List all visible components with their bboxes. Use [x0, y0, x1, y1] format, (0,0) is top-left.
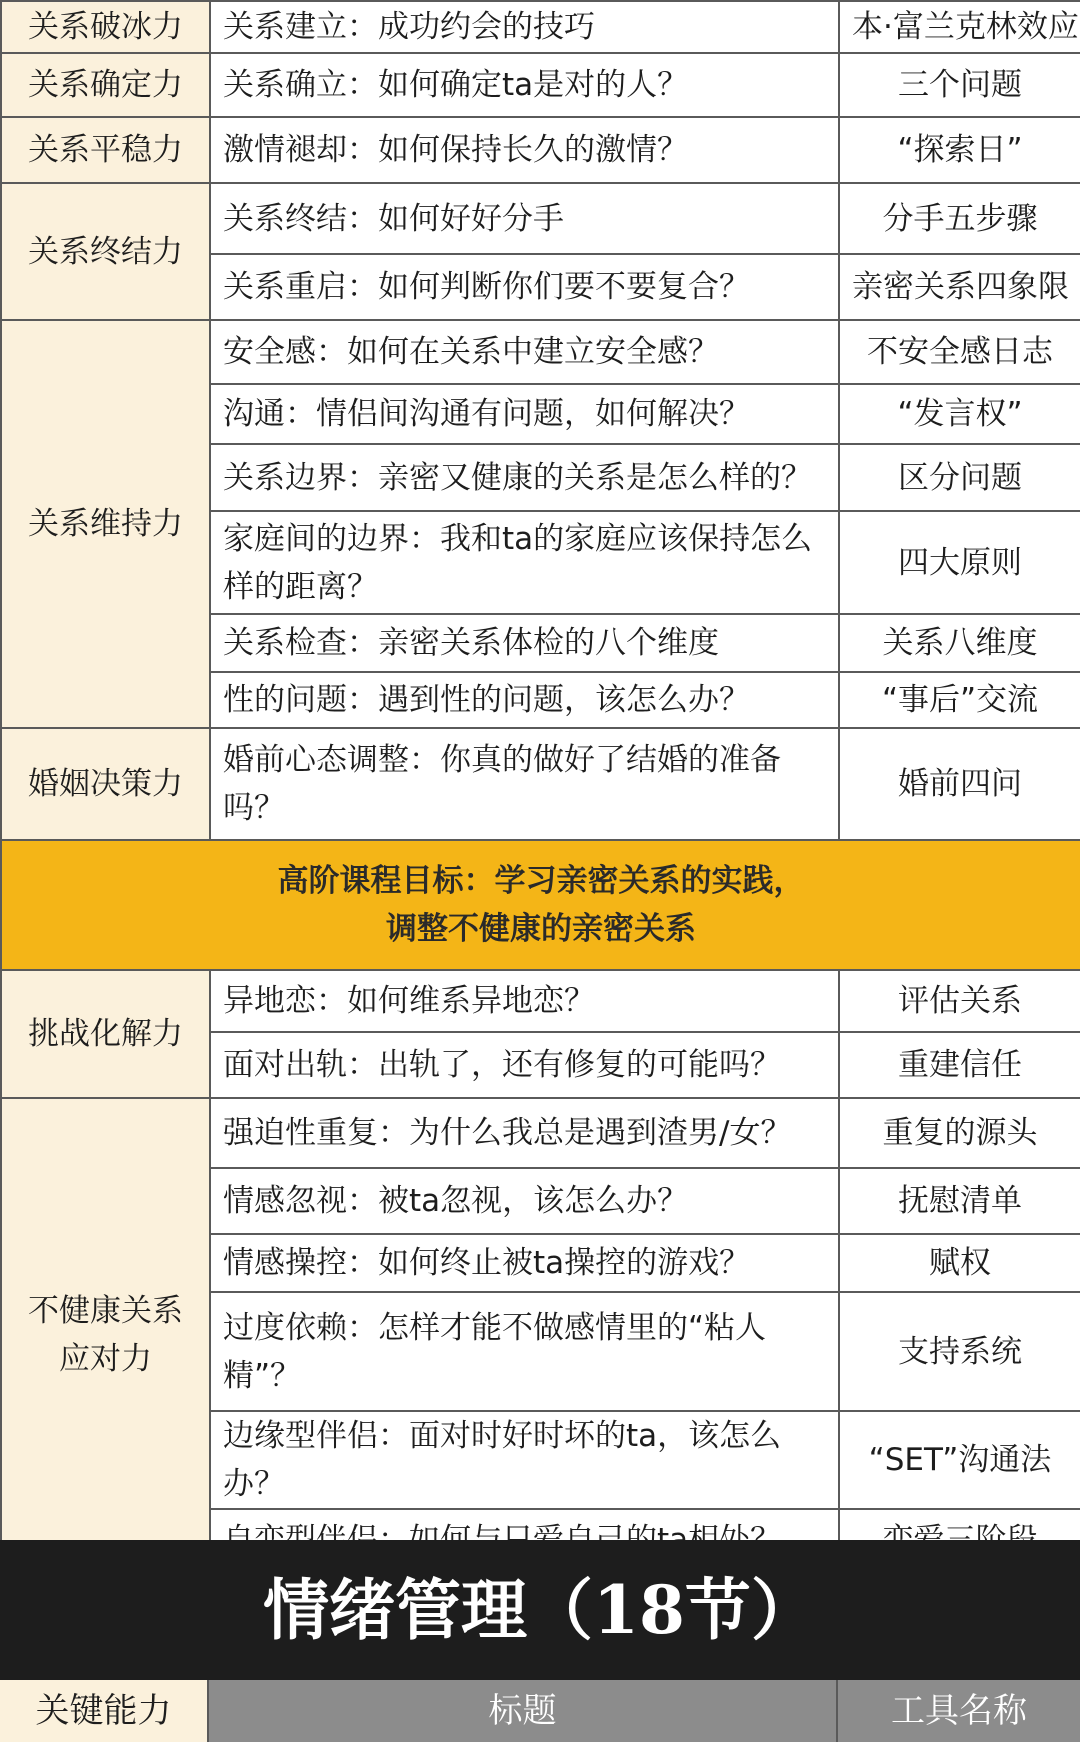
table-row	[1, 53, 1080, 117]
lesson-title: 过度依赖：怎样才能不做感情里的“粘人精”？	[210, 1292, 839, 1411]
tool-name: 关系八维度	[839, 614, 1080, 672]
lesson-title: 激情褪却：如何保持长久的激情？	[210, 117, 839, 183]
lesson-title: 沟通：情侣间沟通有问题，如何解决？	[210, 384, 839, 444]
lesson-title: 关系检查：亲密关系体检的八个维度	[210, 614, 839, 672]
lesson-title: 关系终结：如何好好分手	[210, 183, 839, 254]
ability-cell: 关系平稳力	[1, 117, 210, 183]
table-row	[1, 183, 1080, 254]
lesson-title: 异地恋：如何维系异地恋？	[210, 970, 839, 1032]
table-row	[1, 970, 1080, 1032]
ability-cell	[1, 1098, 210, 1571]
tool-name: 支持系统	[839, 1292, 1080, 1411]
table-row	[1, 728, 1080, 840]
header-ability: 关键能力	[0, 1680, 209, 1742]
table-row	[1, 320, 1080, 384]
tool-name: 重复的源头	[839, 1098, 1080, 1168]
lesson-title: 情感忽视：被ta忽视，该怎么办？	[210, 1168, 839, 1234]
lesson-title: 性的问题：遇到性的问题，该怎么办？	[210, 672, 839, 728]
lesson-title: 强迫性重复：为什么我总是遇到渣男/女？	[210, 1098, 839, 1168]
tool-name: 赋权	[839, 1234, 1080, 1292]
tool-name: 本·富兰克林效应	[839, 1, 1080, 53]
header-title: 标题	[209, 1680, 838, 1742]
lesson-title: 关系边界：亲密又健康的关系是怎么样的？	[210, 444, 839, 511]
course-goal-line: 高阶课程目标：学习亲密关系的实践，	[277, 863, 805, 899]
ability-cell: 关系维持力	[1, 320, 210, 728]
table-row	[1, 1098, 1080, 1168]
tool-name: 重建信任	[839, 1032, 1080, 1098]
tool-name: 四大原则	[839, 511, 1080, 614]
header-tool: 工具名称	[838, 1680, 1080, 1742]
tool-name: “发言权”	[839, 384, 1080, 444]
tool-name: 不安全感日志	[839, 320, 1080, 384]
ability-cell: 关系确定力	[1, 53, 210, 117]
column-header-row	[0, 1680, 1080, 1742]
ability-cell: 挑战化解力	[1, 970, 210, 1098]
ability-cell: 关系终结力	[1, 183, 210, 320]
ability-cell: 关系破冰力	[1, 1, 210, 53]
lesson-title: 关系重启：如何判断你们要不要复合？	[210, 254, 839, 320]
tool-name: 区分问题	[839, 444, 1080, 511]
lesson-title: 情感操控：如何终止被ta操控的游戏？	[210, 1234, 839, 1292]
tool-name: 评估关系	[839, 970, 1080, 1032]
lesson-title: 家庭间的边界：我和ta的家庭应该保持怎么样的距离？	[210, 511, 839, 614]
ability-cell: 婚姻决策力	[1, 728, 210, 840]
goal-banner-row	[1, 840, 1080, 970]
section-title: 情绪管理（18节）	[0, 1540, 1080, 1680]
table-row	[1, 1, 1080, 53]
tool-name: “SET”沟通法	[839, 1411, 1080, 1509]
lesson-title: 关系确立：如何确定ta是对的人？	[210, 53, 839, 117]
tool-name: 三个问题	[839, 53, 1080, 117]
table-row	[1, 117, 1080, 183]
ability-line: 不健康关系	[28, 1292, 183, 1329]
tool-name: 抚慰清单	[839, 1168, 1080, 1234]
tool-name: 亲密关系四象限	[839, 254, 1080, 320]
course-goal-line: 调整不健康的亲密关系	[386, 911, 696, 947]
tool-name: 婚前四问	[839, 728, 1080, 840]
ability-line: 应对力	[59, 1340, 152, 1377]
course-goal-banner	[1, 840, 1080, 970]
lesson-title: 面对出轨：出轨了，还有修复的可能吗？	[210, 1032, 839, 1098]
lesson-title: 关系建立：成功约会的技巧	[210, 1, 839, 53]
lesson-title: 婚前心态调整：你真的做好了结婚的准备吗？	[210, 728, 839, 840]
lesson-title: 边缘型伴侣：面对时好时坏的ta，该怎么办？	[210, 1411, 839, 1509]
lesson-title: 安全感：如何在关系中建立安全感？	[210, 320, 839, 384]
tool-name: “事后”交流	[839, 672, 1080, 728]
tool-name: “探索日”	[839, 117, 1080, 183]
tool-name: 分手五步骤	[839, 183, 1080, 254]
